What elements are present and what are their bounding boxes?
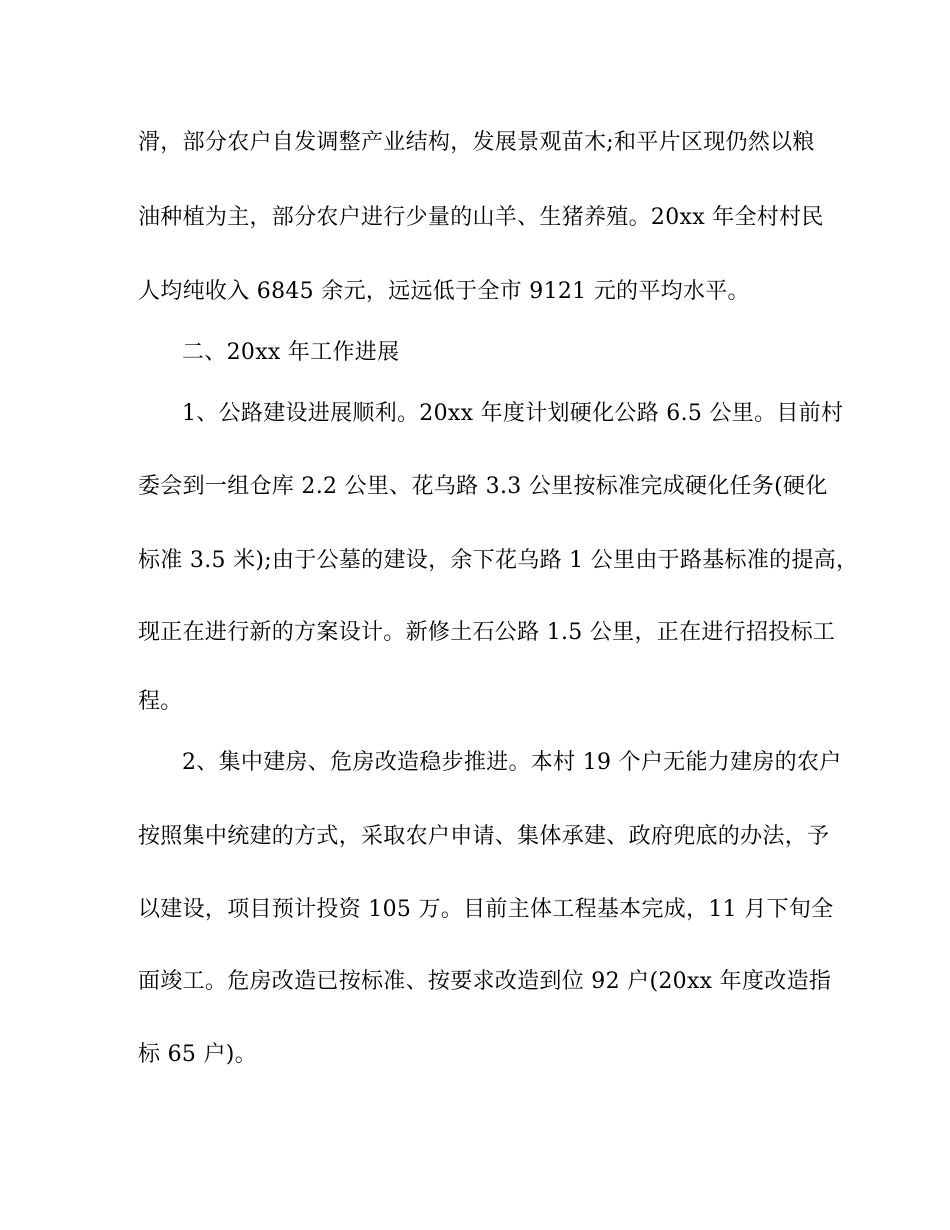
paragraph-line: 2、集中建房、危房改造稳步推进。本村 19 个户无能力建房的农户: [182, 750, 842, 775]
paragraph-line: 委会到一组仓库 2.2 公里、花乌路 3.3 公里按标准完成硬化任务(硬化: [138, 474, 828, 499]
paragraph-line: 按照集中统建的方式，采取农户申请、集体承建、政府兜底的办法，予: [138, 824, 830, 849]
paragraph-line: 人均纯收入 6845 余元，远远低于全市 9121 元的平均水平。: [138, 279, 750, 304]
paragraph-line: 1、公路建设进展顺利。20xx 年度计划硬化公路 6.5 公里。目前村: [182, 401, 844, 426]
paragraph-line: 油种植为主，部分农户进行少量的山羊、生猪养殖。20xx 年全村村民: [138, 205, 824, 230]
paragraph-line: 标 65 户)。: [138, 1042, 257, 1067]
paragraph-line: 标准 3.5 米);由于公墓的建设，余下花乌路 1 公里由于路基标准的提高，: [138, 548, 859, 573]
paragraph-line: 程。: [138, 689, 183, 714]
section-heading: 二、20xx 年工作进展: [182, 340, 400, 365]
paragraph-line: 面竣工。危房改造已按标准、按要求改造到位 92 户(20xx 年度改造指: [138, 969, 832, 994]
paragraph-line: 以建设，项目预计投资 105 万。目前主体工程基本完成，11 月下旬全: [138, 897, 834, 922]
paragraph-line: 现正在进行新的方案设计。新修土石公路 1.5 公里，正在进行招投标工: [138, 620, 836, 645]
paragraph-line: 滑，部分农户自发调整产业结构，发展景观苗木;和平片区现仍然以粮: [138, 130, 815, 155]
